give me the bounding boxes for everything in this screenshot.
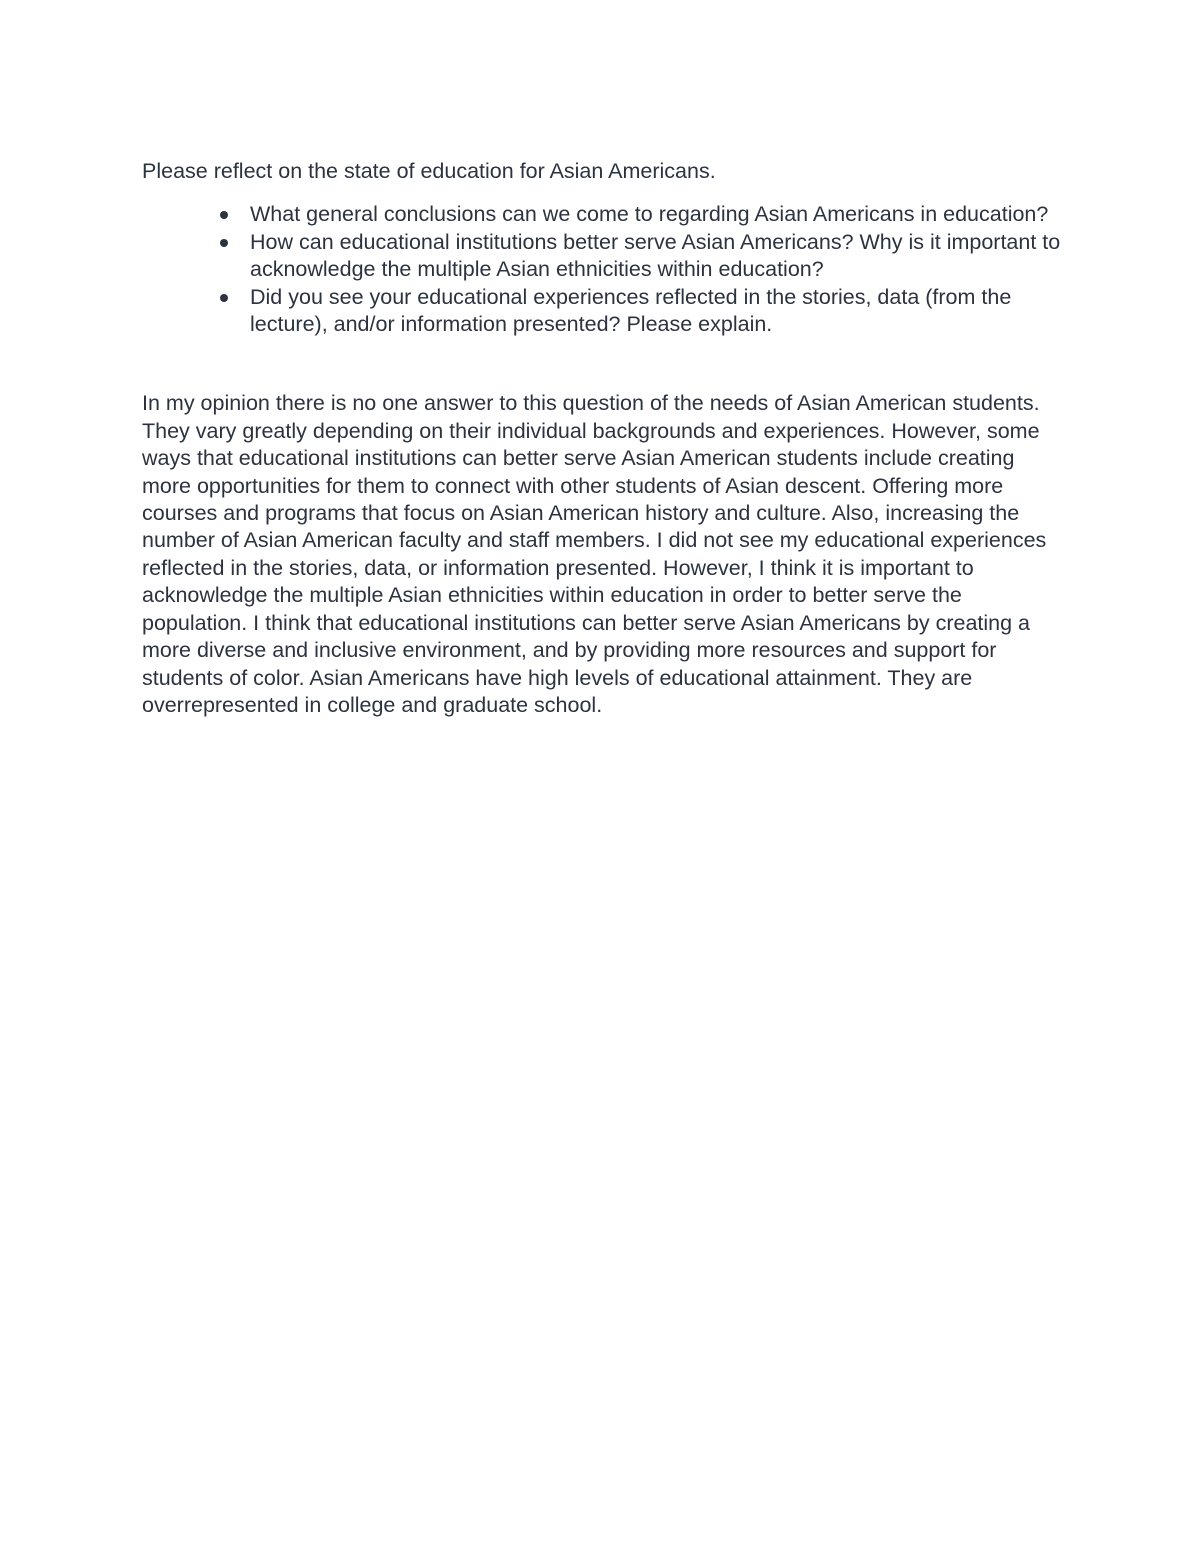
document-body (142, 158, 1072, 719)
question-item (250, 284, 1072, 339)
bullet-icon (220, 211, 228, 219)
response-paragraph: In my opinion there is no one answer to this question of the needs of Asian American students. They vary greatly depending on their individual backgrounds and experiences. However, some ways that educational institutions can better serve Asian American students include creating more opportunities for them to connect with other students of Asian descent. Offering more courses and programs that focus on Asian American history and culture. Also, increasing the number of Asian American faculty and staff members. I did not see my educational experiences reflected in the stories, data, or information presented. However, I think it is important to acknowledge the multiple Asian ethnicities within education in order to better serve the population. I think that educational institutions can better serve Asian Americans by creating a more diverse and inclusive environment, and by providing more resources and support for students of color. Asian Americans have high levels of educational attainment. They are overrepresented in college and graduate school. (142, 391, 1047, 717)
bullet-icon (220, 239, 228, 247)
question-text: What general conclusions can we come to regarding Asian Americans in education? (250, 202, 1049, 227)
question-text: Did you see your educational experiences reflected in the stories, data (from the lecture), and/or information presented? Please explain. (250, 284, 1012, 337)
assignment-prompt: Please reflect on the state of education for Asian Americans. (142, 159, 716, 183)
question-item (250, 201, 1072, 228)
bullet-icon (220, 294, 228, 302)
question-list (142, 201, 1072, 338)
question-item (250, 229, 1072, 284)
question-text: How can educational institutions better serve Asian Americans? Why is it important to acknowledge the multiple Asian ethnicities within education? (250, 229, 1061, 282)
